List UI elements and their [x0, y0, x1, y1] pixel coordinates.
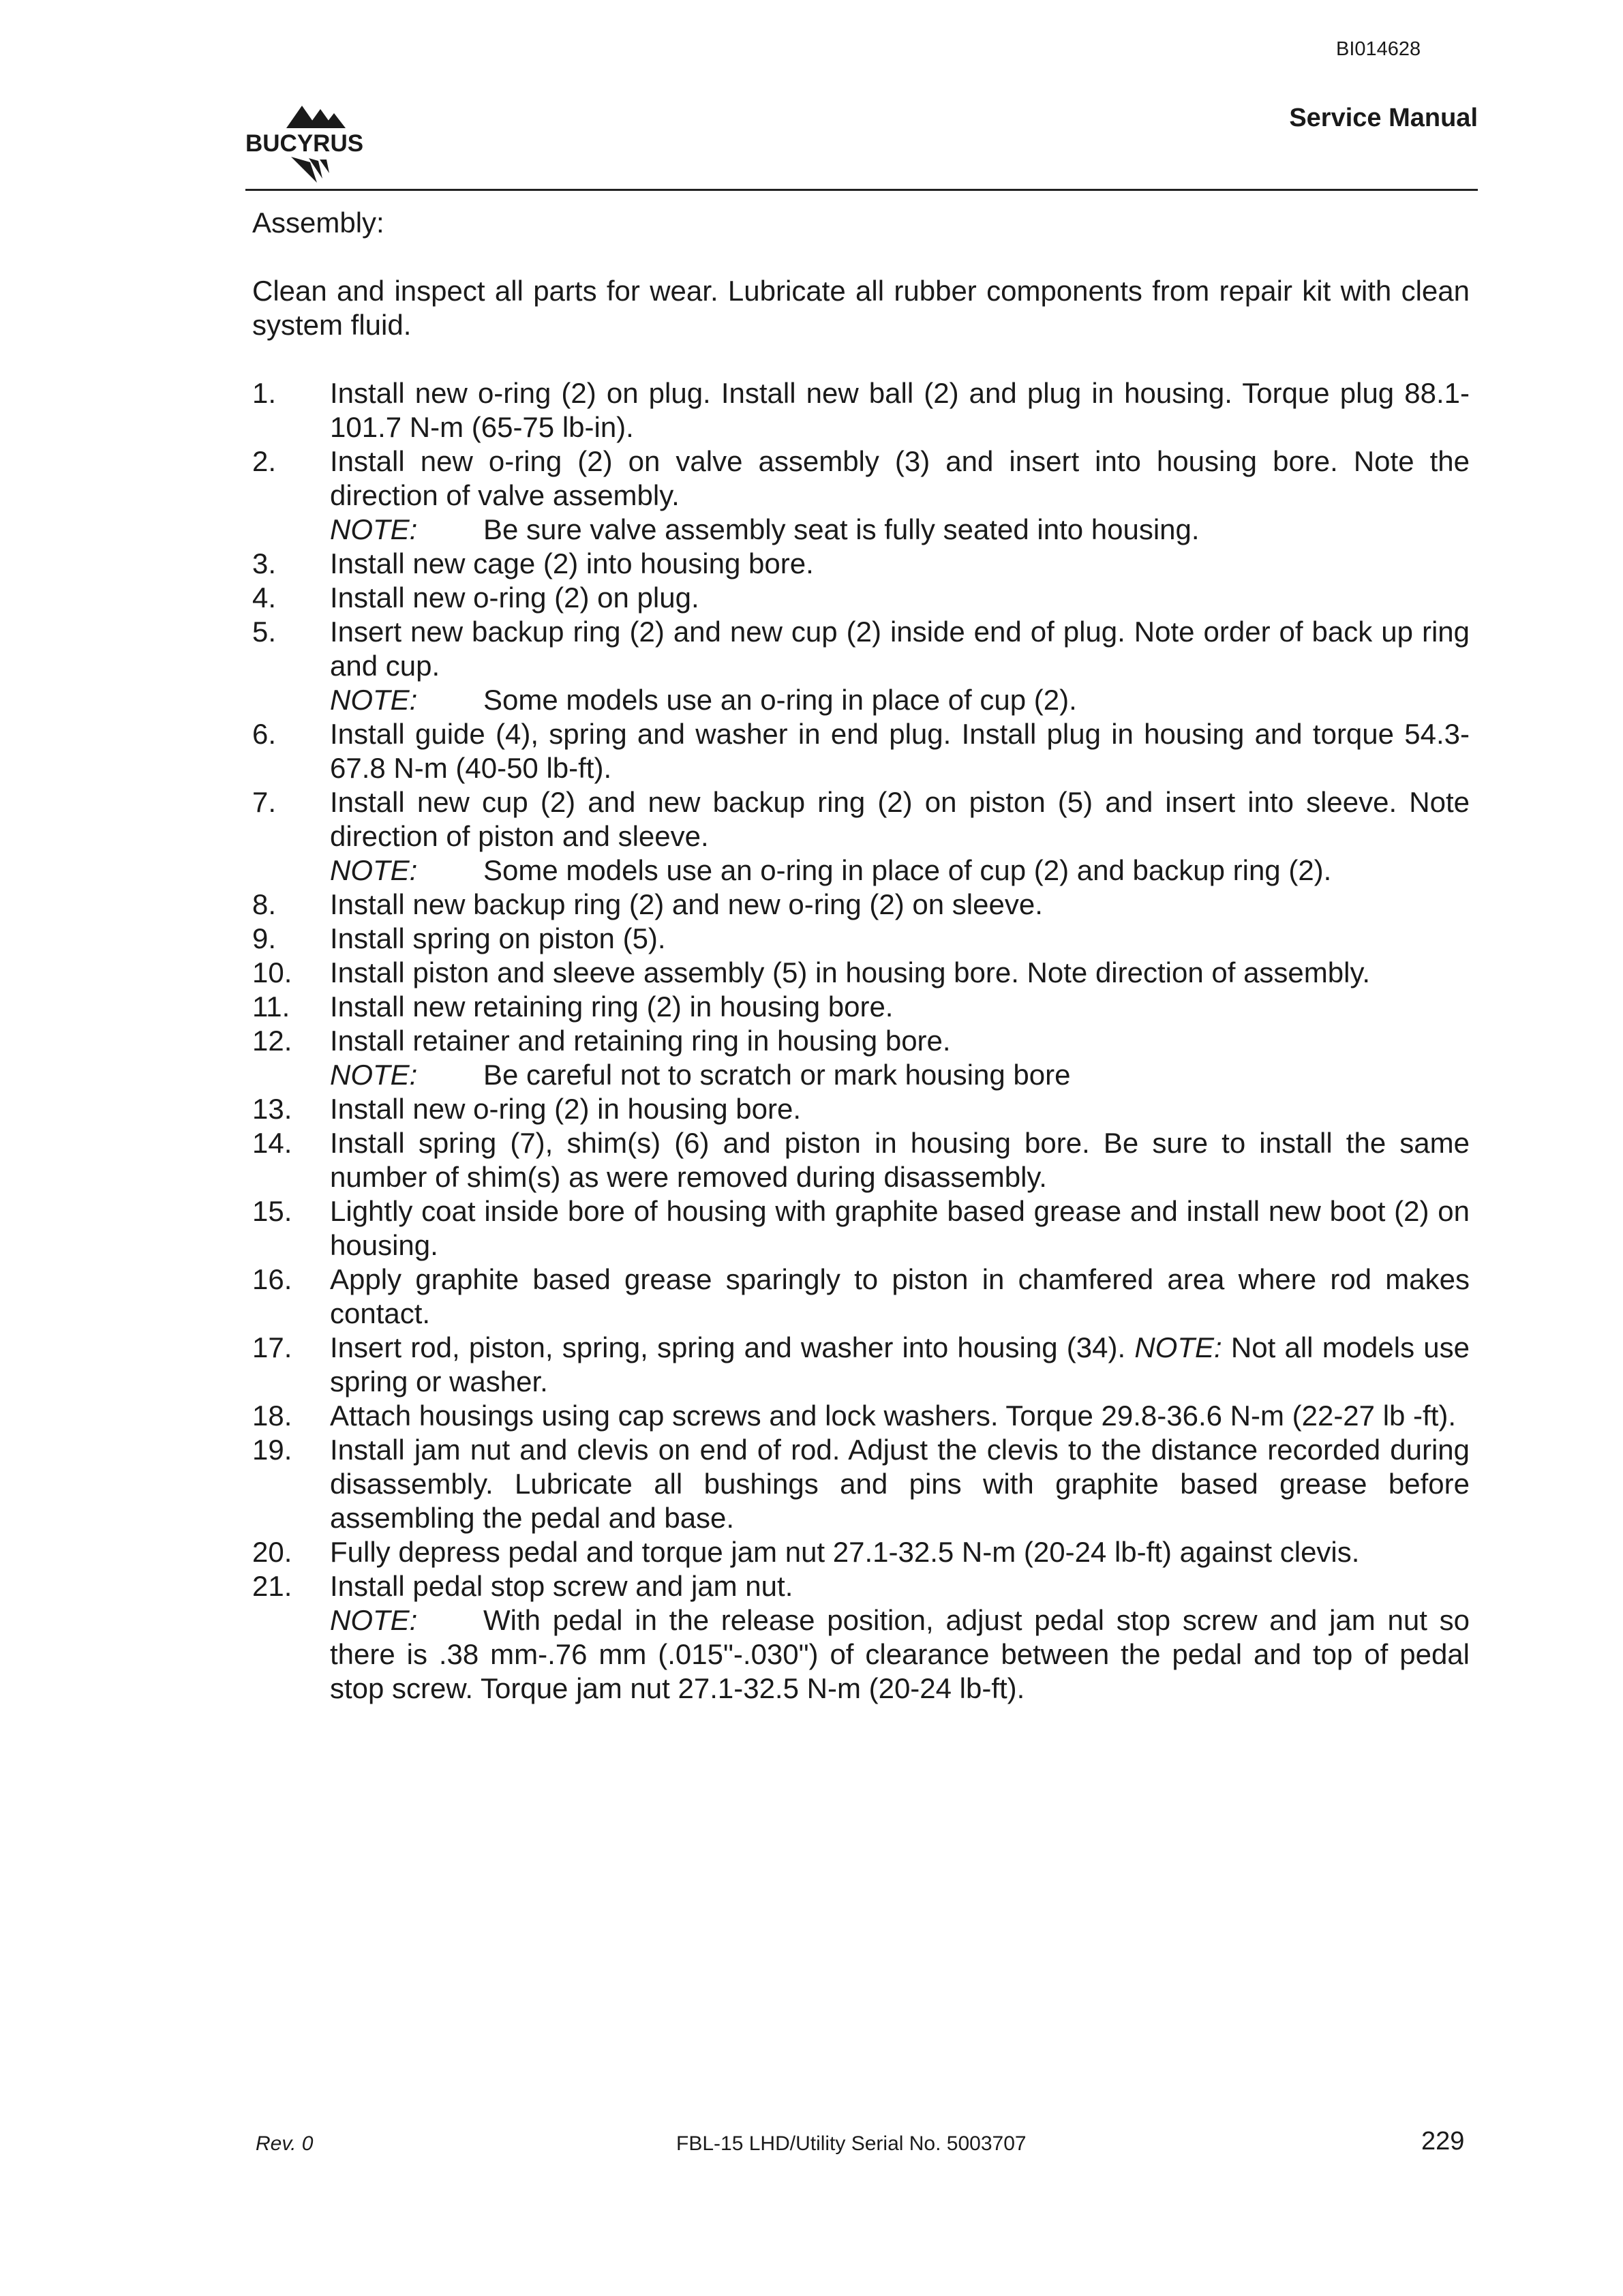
step-text: Install guide (4), spring and washer in end plug. Install plug in housing and torque 54.3-67.8 N-m (40-50 lb-ft). [330, 718, 1470, 784]
step-text: Install new retaining ring (2) in housing bore. [330, 991, 894, 1023]
step-text: Install new backup ring (2) and new o-ring (2) on sleeve. [330, 888, 1043, 920]
step-number: 20. [252, 1536, 292, 1568]
step-text-after: Not all models use spring or washer. [330, 1331, 1470, 1398]
step-note [330, 854, 1470, 888]
list-item [252, 1535, 1470, 1569]
step-number: 2. [252, 445, 277, 477]
step-number: 4. [252, 581, 277, 614]
step-number: 18. [252, 1400, 292, 1432]
step-number: 19. [252, 1434, 292, 1466]
step-text: Lightly coat inside bore of housing with graphite based grease and install new boot (2) on housing. [330, 1195, 1470, 1261]
list-item [252, 1433, 1470, 1535]
list-item [252, 1569, 1470, 1706]
note-label: NOTE: [330, 854, 418, 886]
step-text [330, 1331, 1470, 1399]
step-number: 3. [252, 547, 277, 579]
list-item [252, 1194, 1470, 1263]
step-text: Install new cage (2) into housing bore. [330, 547, 814, 579]
step-text: Install new o-ring (2) in housing bore. [330, 1093, 802, 1125]
section-heading: Assembly: [252, 207, 384, 239]
step-note [330, 683, 1470, 717]
step-text: Fully depress pedal and torque jam nut 27.1-32.5 N-m (20-24 lb-ft) against clevis. [330, 1536, 1360, 1568]
inline-note-label: NOTE: [1134, 1331, 1222, 1363]
list-item [252, 615, 1470, 717]
note-text: Be careful not to scratch or mark housing bore [483, 1059, 1071, 1091]
list-item [252, 717, 1470, 785]
list-item [252, 1399, 1470, 1433]
list-item [252, 547, 1470, 581]
step-number: 7. [252, 786, 277, 818]
note-text: Some models use an o-ring in place of cup (2) and backup ring (2). [483, 854, 1332, 886]
step-number: 9. [252, 922, 277, 954]
step-number: 21. [252, 1570, 292, 1602]
step-number: 5. [252, 616, 277, 648]
step-text: Install spring on piston (5). [330, 922, 666, 954]
step-number: 10. [252, 956, 292, 988]
note-label: NOTE: [330, 1059, 418, 1091]
step-number: 16. [252, 1263, 292, 1295]
step-note [330, 1603, 1470, 1706]
main-content [252, 206, 1470, 1706]
list-item [252, 888, 1470, 922]
list-item [252, 444, 1470, 547]
step-note [330, 1058, 1470, 1092]
list-item [252, 956, 1470, 990]
document-id: BI014628 [1336, 38, 1421, 60]
list-item [252, 990, 1470, 1024]
note-text: With pedal in the release position, adjust pedal stop screw and jam nut so there is .38 mm-.76 mm (.015"-.030") of clearance between the pedal and top of pedal stop screw. Torque jam nut 27.1-32.5 N-m (20-24 lb-ft). [330, 1604, 1470, 1704]
manual-title: Service Manual [1289, 104, 1478, 132]
step-number: 8. [252, 888, 277, 920]
bucyrus-logo [242, 102, 385, 187]
step-number: 11. [252, 991, 290, 1023]
list-item [252, 785, 1470, 888]
step-number: 13. [252, 1093, 292, 1125]
svg-text:BUCYRUS: BUCYRUS [245, 130, 364, 157]
list-item [252, 1126, 1470, 1194]
note-label: NOTE: [330, 513, 418, 545]
footer-revision: Rev. 0 [256, 2132, 314, 2155]
step-text-before: Insert rod, piston, spring, spring and washer into housing (34). [330, 1331, 1126, 1363]
step-number: 6. [252, 718, 277, 750]
step-text: Install retainer and retaining ring in housing bore. [330, 1025, 951, 1057]
note-text: Some models use an o-ring in place of cup (2). [483, 684, 1077, 716]
list-item [252, 1024, 1470, 1092]
step-text: Insert new backup ring (2) and new cup (2) inside end of plug. Note order of back up ring and cup. [330, 616, 1470, 682]
step-number: 15. [252, 1195, 292, 1227]
footer-model-serial: FBL-15 LHD/Utility Serial No. 5003707 [676, 2132, 1027, 2155]
note-label: NOTE: [330, 1604, 418, 1636]
list-item [252, 1092, 1470, 1126]
step-text: Install jam nut and clevis on end of rod. Adjust the clevis to the distance recorded during disassembly. Lubricate all bushings and pins with graphite based grease before assembling the pedal and base. [330, 1434, 1470, 1534]
step-text: Install new o-ring (2) on plug. [330, 581, 699, 614]
page-number: 229 [1421, 2127, 1465, 2156]
step-number: 17. [252, 1331, 292, 1363]
step-text: Install pedal stop screw and jam nut. [330, 1570, 793, 1602]
step-text: Install new cup (2) and new backup ring (2) on piston (5) and insert into sleeve. Note direction of piston and sleeve. [330, 786, 1470, 852]
note-label: NOTE: [330, 684, 418, 716]
step-text: Install new o-ring (2) on valve assembly (3) and insert into housing bore. Note the direction of valve assembly. [330, 445, 1470, 511]
list-item [252, 1331, 1470, 1399]
intro-paragraph: Clean and inspect all parts for wear. Lubricate all rubber components from repair kit with clean system fluid. [252, 275, 1470, 341]
list-item [252, 376, 1470, 444]
note-text: Be sure valve assembly seat is fully seated into housing. [483, 513, 1200, 545]
step-number: 12. [252, 1025, 292, 1057]
step-text: Install new o-ring (2) on plug. Install new ball (2) and plug in housing. Torque plug 88.1-101.7 N-m (65-75 lb-in). [330, 377, 1470, 443]
list-item [252, 1263, 1470, 1331]
step-number: 14. [252, 1127, 292, 1159]
step-text: Install piston and sleeve assembly (5) in housing bore. Note direction of assembly. [330, 956, 1371, 988]
assembly-steps [252, 376, 1470, 1706]
step-number: 1. [252, 377, 277, 409]
step-text: Apply graphite based grease sparingly to piston in chamfered area where rod makes contact. [330, 1263, 1470, 1329]
step-note [330, 513, 1470, 547]
list-item [252, 922, 1470, 956]
step-text: Install spring (7), shim(s) (6) and piston in housing bore. Be sure to install the same number of shim(s) as were removed during disassembly. [330, 1127, 1470, 1193]
list-item [252, 581, 1470, 615]
header-rule [245, 189, 1478, 191]
step-text: Attach housings using cap screws and lock washers. Torque 29.8-36.6 N-m (22-27 lb -ft). [330, 1400, 1457, 1432]
